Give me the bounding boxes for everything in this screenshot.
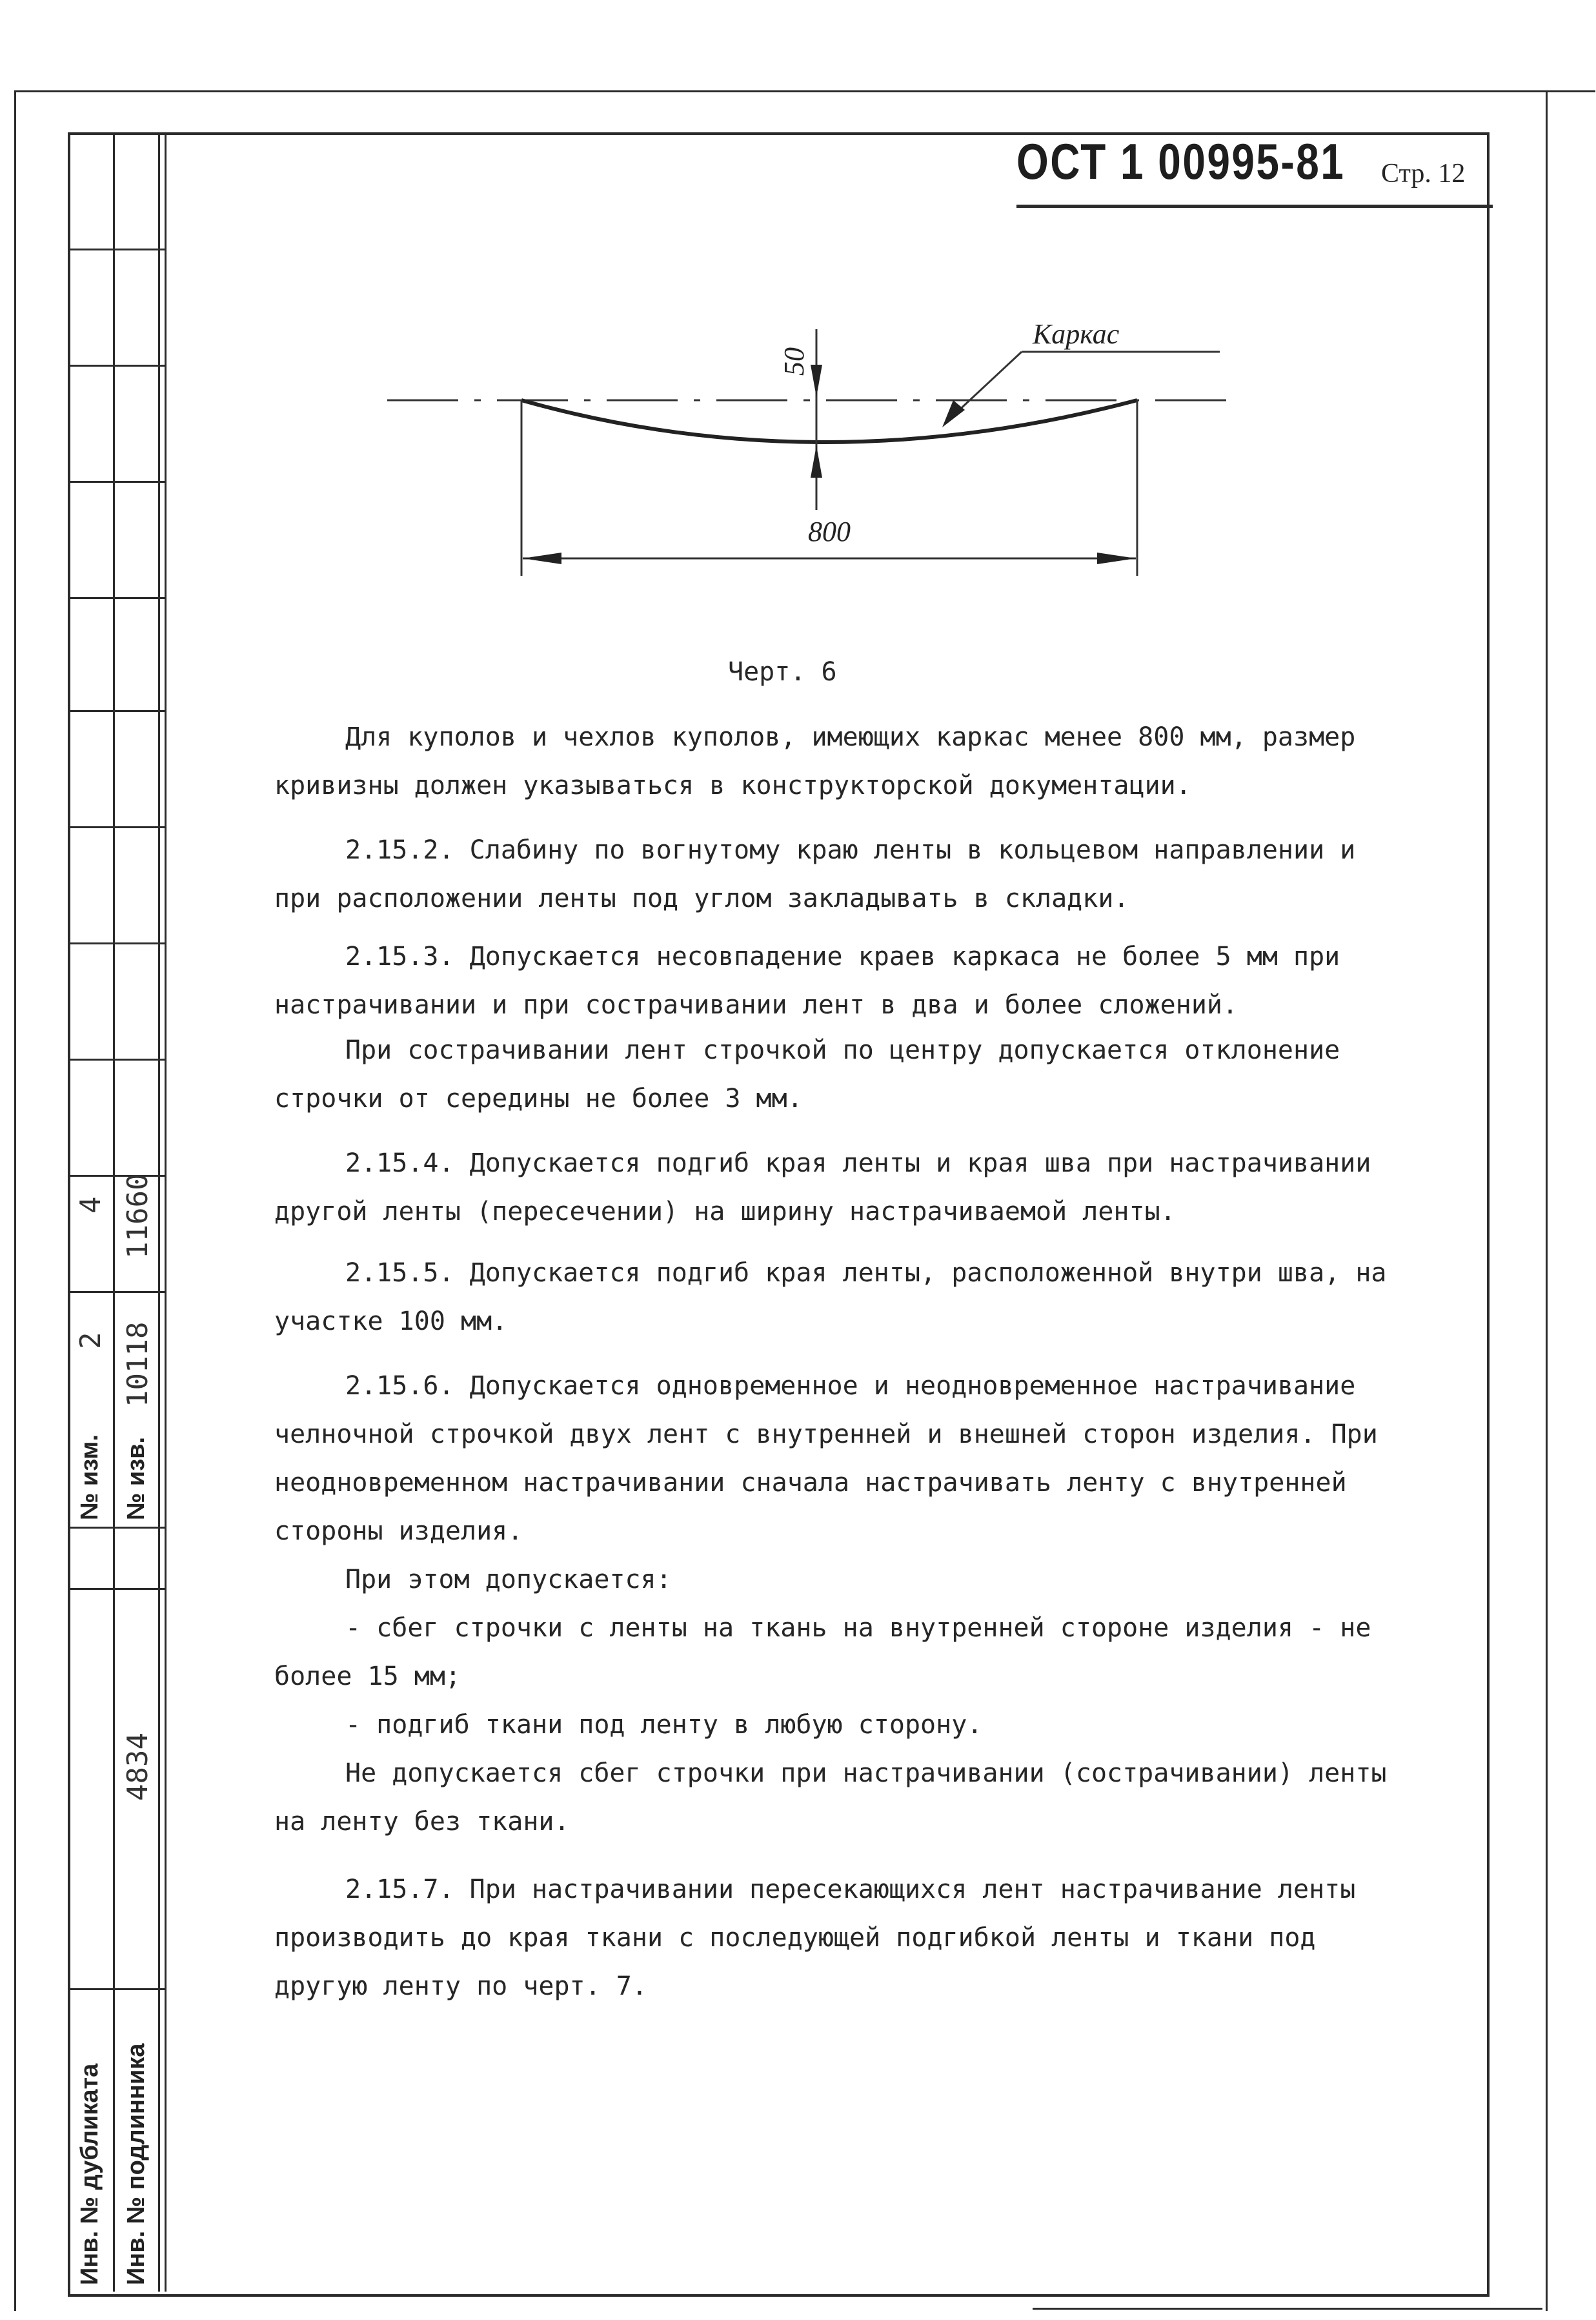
paragraph: Не допускается сбег строчки при настрачивании (сострачивании) ленты на ленту без ткани.	[274, 1758, 1387, 1837]
frame-leader-label: Каркас	[1033, 318, 1120, 350]
stamp-row-line	[68, 365, 165, 367]
width-dimension-label: 800	[808, 516, 851, 547]
paragraph: Для куполов и чехлов куполов, имеющих каркас менее 800 мм, размер кривизны должен указываться в конструкторской документации.	[274, 722, 1356, 800]
paragraph-2-15-5: 2.15.5. Допускается подгиб края ленты, расположенной внутри шва, на участке 100 мм.	[274, 1258, 1387, 1336]
figure-caption: Черт. 6	[728, 657, 837, 687]
stamp-row-line	[68, 942, 165, 944]
body-text	[274, 713, 1417, 810]
stamp-row-line	[68, 1988, 165, 1990]
body-text	[274, 1139, 1417, 1236]
stamp-row-line	[68, 710, 165, 712]
outer-right-edge	[1546, 90, 1548, 2311]
paragraph-2-15-3: 2.15.3. Допускается несовпадение краев каркаса не более 5 мм при настрачивании и при сострачивании лент в два и более сложений.	[274, 942, 1340, 1020]
stamp-izv-value: 11660	[121, 1173, 154, 1259]
stamp-izm-label: № изм.	[76, 1434, 103, 1520]
frame-curvature-drawing	[374, 310, 1252, 594]
stamp-izm-value: 2	[74, 1332, 107, 1349]
stamp-row-line	[68, 1588, 165, 1590]
paragraph: При этом допускается:	[345, 1565, 672, 1594]
stamp-row-line	[68, 826, 165, 828]
paragraph-2-15-2: 2.15.2. Слабину по вогнутому краю ленты в кольцевом направлении и при расположении ленты под углом закладывать в складки.	[274, 835, 1356, 913]
width-arrow-left	[523, 553, 561, 564]
paragraph-2-15-7: 2.15.7. При настрачивании пересекающихся лент настрачивание ленты производить до края ткани с последующей подгибкой ленты и ткани под другую ленту по черт. 7.	[274, 1875, 1356, 2001]
paragraph: При сострачивании лент строчкой по центру допускается отклонение строчки от середины не более 3 мм.	[274, 1035, 1340, 1114]
list-item: - подгиб ткани под ленту в любую сторону.	[345, 1710, 983, 1740]
stamp-row-line	[68, 1291, 165, 1293]
curved-frame	[521, 400, 1137, 442]
stamp-izv-label: № изв.	[123, 1436, 150, 1520]
width-arrow-right	[1097, 553, 1136, 564]
depth-dimension-label: 50	[778, 347, 810, 376]
stamp-izm-value: 4	[74, 1196, 107, 1214]
stamp-podl-value: 4834	[121, 1733, 154, 1801]
document-code-underline	[1016, 205, 1493, 208]
stamp-divider-1	[113, 132, 115, 2292]
stamp-izv-value: 10118	[121, 1321, 154, 1407]
paragraph-2-15-4: 2.15.4. Допускается подгиб края ленты и края шва при настрачивании другой ленты (пересечении) на ширину настрачиваемой ленты.	[274, 1148, 1371, 1226]
stamp-row-line	[68, 249, 165, 250]
outer-bottom-edge	[1033, 2308, 1542, 2310]
stamp-divider-2	[158, 132, 160, 2292]
list-item: - сбег строчки с ленты на ткань на внутренней стороне изделия - не более 15 мм;	[274, 1613, 1371, 1691]
frame-leader-arrowhead	[942, 400, 965, 427]
body-text	[274, 1362, 1417, 1846]
body-text	[274, 1866, 1417, 2011]
stamp-row-line	[68, 1059, 165, 1061]
depth-arrow-top	[811, 365, 822, 397]
body-text	[274, 1026, 1417, 1123]
outer-top-edge	[14, 90, 1595, 92]
page-number: Стр. 12	[1381, 159, 1466, 188]
depth-arrow-bottom	[811, 445, 822, 478]
stamp-row-line	[68, 481, 165, 483]
body-text	[274, 1249, 1417, 1346]
stamp-podl-label: Инв. № подлинника	[123, 2043, 150, 2285]
body-text	[274, 933, 1417, 1030]
document-code: ОСТ 1 00995-81	[1016, 133, 1346, 190]
paragraph-2-15-6: 2.15.6. Допускается одновременное и неодновременное настрачивание челночной строчкой двух лент с внутренней и внешней сторон изделия. При неодновременном настрачивании сначала настрачивать ленту с внутренней стороны изделия.	[274, 1371, 1378, 1546]
stamp-dubl-label: Инв. № дубликата	[76, 2063, 103, 2285]
body-text	[274, 826, 1417, 923]
stamp-divider-3	[165, 132, 167, 2292]
outer-left-edge	[14, 90, 16, 2311]
stamp-row-line	[68, 597, 165, 599]
stamp-row-line	[68, 1527, 165, 1529]
